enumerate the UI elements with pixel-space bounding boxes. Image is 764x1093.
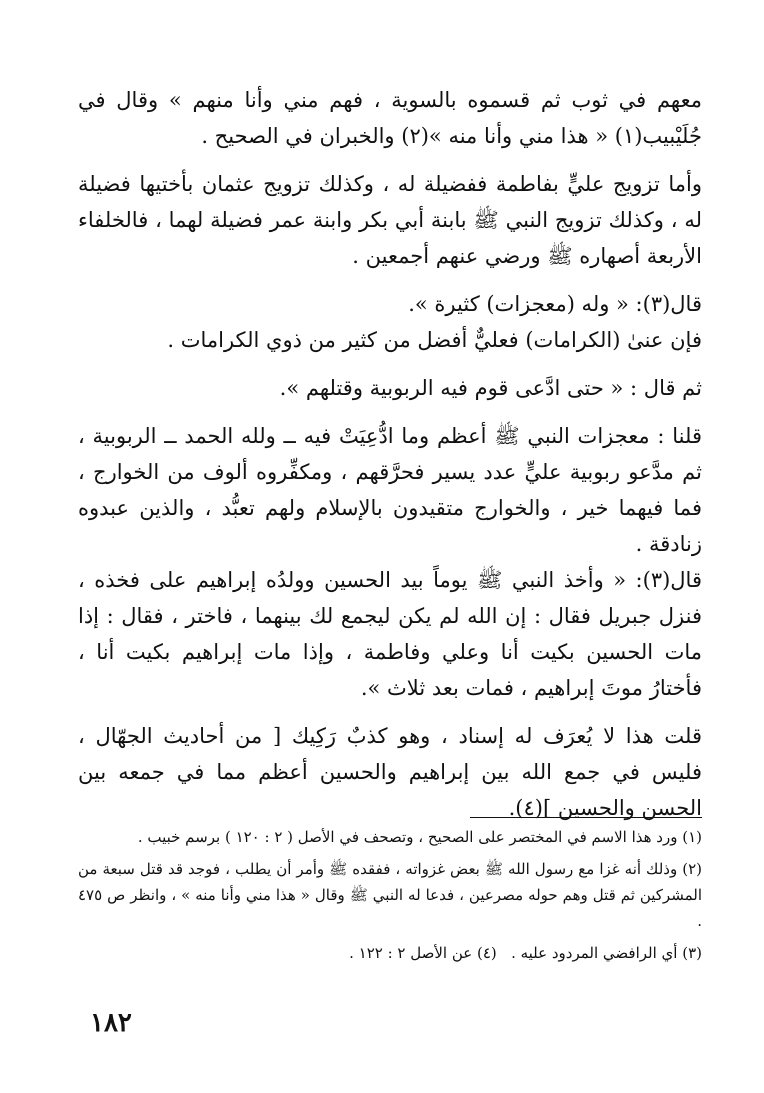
- paragraph-2: وأما تزويج عليٍّ بفاطمة ففضيلة له ، وكذلك تزويج عثمان بأختيها فضيلة له ، وكذلك تزويج النبي ﷺ بابنة أبي بكر وابنة عمر فضيلة لهما ، فالخلفاء الأربعة أصهاره ﷺ ورضي عنهم أجمعين .: [78, 172, 702, 268]
- footnote-3-4: [78, 940, 702, 966]
- footnote-4: (٤) عن الأصل ٢ : ١٢٢ .: [349, 944, 497, 962]
- paragraph-5: ثم قال : « حتى ادَّعى قوم فيه الربوبية وقتلهم ».: [279, 376, 702, 400]
- paragraph-7: قال(٣): « وأخذ النبي ﷺ يوماً بيد الحسين وولدُه إبراهيم على فخذه ، فنزل جبريل فقال : إن الله لم يكن ليجمع لك بينهما ، فاختر ، فقال : إذا مات الحسين بكيت أنا وعلي وفاطمة ، وإذا مات إبراهيم بكيت أنا ، فأختارُ موتَ إبراهيم ، فمات بعد ثلاث ».: [78, 568, 702, 700]
- paragraph-6: قلنا : معجزات النبي ﷺ أعظم وما ادُّعِيَتْ فيه ــ ولله الحمد ــ الربوبية ، ثم مدَّعو ربوبية عليٍّ عدد يسير فحرَّقهم ، ومكفِّروه ألوف من الخوارج ، فما فيهما خير ، والخوارج متقيدون بالإسلام ولهم تعبُّد ، والذين عبدوه زنادقة .: [78, 424, 702, 556]
- footnote-2: (٢) وذلك أنه غزا مع رسول الله ﷺ بعض غزواته ، ففقده ﷺ وأمر أن يطلب ، فوجد قد قتل سبعة من المشركين ثم قتل وهم حوله مصرعين ، فدعا له النبي ﷺ وقال « هذا مني وأنا منه » ، وانظر ص ٤٧٥ .: [78, 860, 702, 930]
- paragraph-4: فإن عنىٰ (الكرامات) فعليٌّ أفضل من كثير من ذوي الكرامات .: [167, 328, 702, 352]
- footnotes: [78, 824, 702, 972]
- main-text: [78, 82, 702, 838]
- footnote-1: (١) ورد هذا الاسم في المختصر على الصحيح ، وتصحف في الأصل ( ٢ : ١٢٠ ) برسم خبيب .: [137, 828, 702, 846]
- footnote-3: (٣) أي الرافضي المردود عليه .: [511, 944, 702, 962]
- paragraph-8: قلت هذا لا يُعرَف له إسناد ، وهو كذبٌ رَكِيك [ من أحاديث الجهّال ، فليس في جمع الله بين إبراهيم والحسين أعظم مما في جمعه بين الحسن والحسين ](٤).: [78, 724, 702, 820]
- paragraph-3: قال(٣): « وله (معجزات) كثيرة ».: [408, 292, 702, 316]
- footnote-separator: [470, 817, 702, 818]
- page-number: ١٨٢: [90, 1008, 132, 1038]
- paragraph-1: معهم في ثوب ثم قسموه بالسوية ، فهم مني وأنا منهم » وقال في جُلَيْبيب(١) « هذا مني وأنا منه »(٢) والخبران في الصحيح .: [78, 88, 702, 148]
